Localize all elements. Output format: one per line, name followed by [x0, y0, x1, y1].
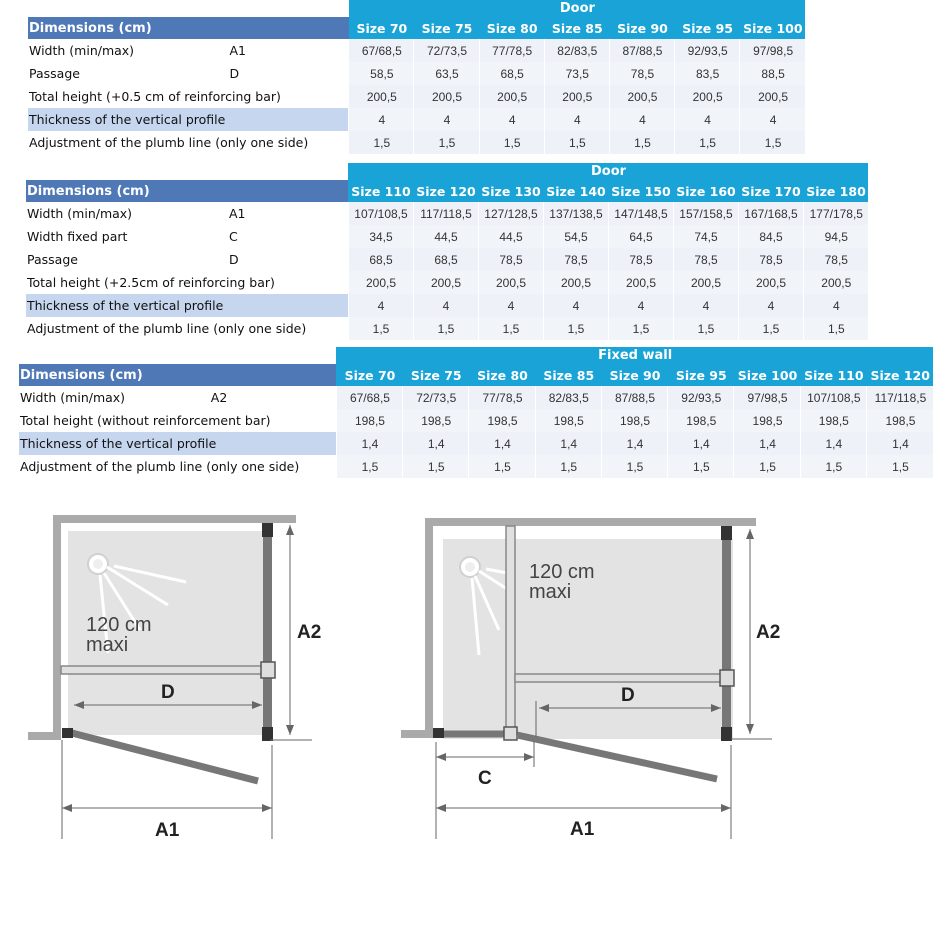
cell-value: 77/78,5 — [469, 386, 535, 409]
cell-value: 1,5 — [675, 131, 740, 154]
cell-value: 147/148,5 — [608, 202, 673, 225]
cell-value: 198,5 — [601, 409, 667, 432]
cell-value: 1,5 — [803, 317, 868, 340]
cell-value: 200,5 — [738, 271, 803, 294]
cell-value: 34,5 — [348, 225, 413, 248]
size-header: Size 85 — [544, 17, 609, 39]
cell-value: 1,5 — [478, 317, 543, 340]
cell-value: 58,5 — [349, 62, 414, 85]
cell-value: 1,4 — [601, 432, 667, 455]
cell-value: 1,5 — [608, 317, 673, 340]
label-c: C — [478, 768, 492, 789]
table-title-row — [26, 163, 868, 180]
size-header: Size 120 — [413, 180, 478, 202]
size-header: Size 180 — [803, 180, 868, 202]
row-code: A1 — [228, 202, 348, 225]
cell-value: 72/73,5 — [403, 386, 469, 409]
cell-value: 177/178,5 — [803, 202, 868, 225]
table-row — [19, 386, 933, 409]
max-label-2: maxi — [86, 634, 129, 656]
row-label: Total height (+0.5 cm of reinforcing bar) — [28, 85, 349, 108]
row-label: Adjustment of the plumb line (only one side) — [26, 317, 348, 340]
cell-value: 1,4 — [800, 432, 866, 455]
cell-value: 4 — [479, 108, 544, 131]
row-label: Width (min/max) — [28, 39, 228, 62]
dimensions-header: Dimensions (cm) — [19, 364, 336, 386]
row-label: Adjustment of the plumb line (only one side) — [19, 455, 336, 478]
cell-value: 67/68,5 — [349, 39, 414, 62]
cell-value: 200,5 — [543, 271, 608, 294]
size-header: Size 110 — [348, 180, 413, 202]
label-a2: A2 — [756, 622, 781, 643]
cell-value: 198,5 — [535, 409, 601, 432]
cell-value: 198,5 — [800, 409, 866, 432]
table-row — [28, 108, 805, 131]
cell-value: 97/98,5 — [740, 39, 805, 62]
cell-value: 92/93,5 — [675, 39, 740, 62]
cell-value: 78,5 — [608, 248, 673, 271]
cell-value: 68,5 — [413, 248, 478, 271]
door-table-large-body — [26, 163, 868, 340]
cell-value: 78,5 — [803, 248, 868, 271]
table-row — [28, 62, 805, 85]
row-label: Width fixed part — [26, 225, 228, 248]
size-header: Size 170 — [738, 180, 803, 202]
cell-value: 1,5 — [348, 317, 413, 340]
table-title: Door — [349, 0, 805, 17]
cell-value: 1,4 — [866, 432, 933, 455]
row-label: Thickness of the vertical profile — [19, 432, 336, 455]
cell-value: 82/83,5 — [535, 386, 601, 409]
cell-value: 4 — [348, 294, 413, 317]
cell-value: 127/128,5 — [478, 202, 543, 225]
row-label: Passage — [26, 248, 228, 271]
cell-value: 78,5 — [543, 248, 608, 271]
cell-value: 200,5 — [803, 271, 868, 294]
cell-value: 4 — [478, 294, 543, 317]
cell-value: 107/108,5 — [348, 202, 413, 225]
table-row — [26, 248, 868, 271]
cell-value: 200,5 — [675, 85, 740, 108]
cell-value: 1,4 — [336, 432, 402, 455]
label-d: D — [161, 682, 175, 703]
size-header: Size 160 — [673, 180, 738, 202]
right-door-diagram — [395, 505, 815, 845]
door-panel — [517, 735, 717, 779]
size-header: Size 80 — [479, 17, 544, 39]
cell-value: 92/93,5 — [668, 386, 734, 409]
cell-value: 54,5 — [543, 225, 608, 248]
row-label: Passage — [28, 62, 228, 85]
size-header: Size 70 — [349, 17, 414, 39]
cell-value: 1,5 — [349, 131, 414, 154]
table-header-row — [19, 364, 933, 386]
size-header: Size 95 — [675, 17, 740, 39]
row-label: Width (min/max) — [19, 386, 210, 409]
size-header: Size 90 — [609, 17, 674, 39]
fixed-wall-table-body — [19, 347, 933, 478]
cell-value: 78,5 — [673, 248, 738, 271]
cell-value: 4 — [740, 108, 805, 131]
cell-value: 167/168,5 — [738, 202, 803, 225]
max-label-1: 120 cm — [529, 561, 595, 583]
cell-value: 1,5 — [668, 455, 734, 478]
cell-value: 4 — [609, 108, 674, 131]
table-row — [26, 317, 868, 340]
fixed-part-profile — [506, 526, 515, 736]
table-row — [19, 432, 933, 455]
size-header: Size 100 — [734, 364, 800, 386]
size-header: Size 70 — [336, 364, 402, 386]
row-code: D — [228, 248, 348, 271]
cell-value: 4 — [543, 294, 608, 317]
cell-value: 4 — [413, 294, 478, 317]
cell-value: 1,5 — [738, 317, 803, 340]
cell-value: 87/88,5 — [609, 39, 674, 62]
cell-value: 1,5 — [543, 317, 608, 340]
cell-value: 1,4 — [535, 432, 601, 455]
cell-value: 1,5 — [479, 131, 544, 154]
cell-value: 137/138,5 — [543, 202, 608, 225]
label-a2: A2 — [297, 622, 322, 643]
cell-value: 4 — [675, 108, 740, 131]
label-d: D — [621, 685, 635, 706]
title-spacer — [28, 0, 349, 17]
table-row — [28, 131, 805, 154]
cell-value: 198,5 — [336, 409, 402, 432]
door-table-small-body — [28, 0, 805, 154]
cell-value: 1,5 — [469, 455, 535, 478]
table-title-row — [28, 0, 805, 17]
table-title: Door — [348, 163, 868, 180]
cell-value: 44,5 — [478, 225, 543, 248]
cell-value: 198,5 — [668, 409, 734, 432]
cell-value: 4 — [349, 108, 414, 131]
dimensions-header: Dimensions (cm) — [28, 17, 349, 39]
cell-value: 68,5 — [479, 62, 544, 85]
cell-value: 84,5 — [738, 225, 803, 248]
cell-value: 72/73,5 — [414, 39, 479, 62]
table-title: Fixed wall — [336, 347, 933, 364]
cell-value: 200,5 — [413, 271, 478, 294]
cell-value: 1,5 — [403, 455, 469, 478]
table-row — [28, 39, 805, 62]
cell-value: 200,5 — [544, 85, 609, 108]
cell-value: 1,5 — [413, 317, 478, 340]
cell-value: 74,5 — [673, 225, 738, 248]
table-row — [26, 271, 868, 294]
cell-value: 1,5 — [336, 455, 402, 478]
vertical-profile — [263, 523, 272, 737]
cell-value: 77/78,5 — [479, 39, 544, 62]
cell-value: 73,5 — [544, 62, 609, 85]
cell-value: 4 — [673, 294, 738, 317]
size-header: Size 110 — [800, 364, 866, 386]
cell-value: 1,5 — [544, 131, 609, 154]
cell-value: 4 — [608, 294, 673, 317]
cell-value: 200,5 — [478, 271, 543, 294]
cell-value: 200,5 — [414, 85, 479, 108]
table-row — [26, 202, 868, 225]
bar-clamp — [720, 670, 734, 686]
table-title-row — [19, 347, 933, 364]
cell-value: 107/108,5 — [800, 386, 866, 409]
row-code: D — [228, 62, 348, 85]
size-header: Size 140 — [543, 180, 608, 202]
fixed-wall-table — [19, 347, 933, 478]
cell-value: 198,5 — [866, 409, 933, 432]
cell-value: 200,5 — [608, 271, 673, 294]
cell-value: 1,5 — [673, 317, 738, 340]
vertical-profile — [722, 526, 731, 738]
cell-value: 87/88,5 — [601, 386, 667, 409]
cell-value: 78,5 — [478, 248, 543, 271]
cell-value: 200,5 — [673, 271, 738, 294]
row-label: Width (min/max) — [26, 202, 228, 225]
cell-value: 1,4 — [403, 432, 469, 455]
cell-value: 78,5 — [738, 248, 803, 271]
cell-value: 1,5 — [601, 455, 667, 478]
cell-value: 4 — [414, 108, 479, 131]
max-label-2: maxi — [529, 581, 572, 603]
cell-value: 83,5 — [675, 62, 740, 85]
cell-value: 1,5 — [800, 455, 866, 478]
row-code: C — [228, 225, 348, 248]
cell-value: 67/68,5 — [336, 386, 402, 409]
table-row — [26, 225, 868, 248]
size-header: Size 100 — [740, 17, 805, 39]
size-header: Size 80 — [469, 364, 535, 386]
row-label: Thickness of the vertical profile — [26, 294, 348, 317]
row-label: Total height (without reinforcement bar) — [19, 409, 336, 432]
bar-clamp — [261, 662, 275, 678]
cell-value: 97/98,5 — [734, 386, 800, 409]
cell-value: 200,5 — [479, 85, 544, 108]
table-row — [19, 455, 933, 478]
cell-value: 44,5 — [413, 225, 478, 248]
cell-value: 200,5 — [740, 85, 805, 108]
cell-value: 198,5 — [403, 409, 469, 432]
cell-value: 1,5 — [609, 131, 674, 154]
cell-value: 4 — [544, 108, 609, 131]
cell-value: 1,4 — [668, 432, 734, 455]
cell-value: 88,5 — [740, 62, 805, 85]
title-spacer — [19, 347, 336, 364]
cell-value: 200,5 — [348, 271, 413, 294]
cell-value: 68,5 — [348, 248, 413, 271]
cell-value: 1,4 — [469, 432, 535, 455]
table-header-row — [28, 17, 805, 39]
cell-value: 1,4 — [734, 432, 800, 455]
cell-value: 4 — [738, 294, 803, 317]
cell-value: 1,5 — [866, 455, 933, 478]
max-label-1: 120 cm — [86, 614, 152, 636]
cell-value: 198,5 — [469, 409, 535, 432]
cell-value: 1,5 — [535, 455, 601, 478]
table-header-row — [26, 180, 868, 202]
table-row — [28, 85, 805, 108]
table-row — [26, 294, 868, 317]
cell-value: 4 — [803, 294, 868, 317]
cell-value: 117/118,5 — [413, 202, 478, 225]
row-label: Adjustment of the plumb line (only one side) — [28, 131, 349, 154]
row-code: A2 — [210, 386, 337, 409]
size-header: Size 150 — [608, 180, 673, 202]
cell-value: 157/158,5 — [673, 202, 738, 225]
cell-value: 200,5 — [349, 85, 414, 108]
cell-value: 63,5 — [414, 62, 479, 85]
table-row — [19, 409, 933, 432]
row-label: Total height (+2.5cm of reinforcing bar) — [26, 271, 348, 294]
cell-value: 1,5 — [734, 455, 800, 478]
cell-value: 198,5 — [734, 409, 800, 432]
dimensions-header: Dimensions (cm) — [26, 180, 348, 202]
size-header: Size 75 — [403, 364, 469, 386]
title-spacer — [26, 163, 348, 180]
cell-value: 94,5 — [803, 225, 868, 248]
cell-value: 1,5 — [414, 131, 479, 154]
row-label: Thickness of the vertical profile — [28, 108, 349, 131]
size-header: Size 85 — [535, 364, 601, 386]
door-table-large — [26, 163, 868, 340]
size-header: Size 90 — [601, 364, 667, 386]
cell-value: 200,5 — [609, 85, 674, 108]
cell-value: 82/83,5 — [544, 39, 609, 62]
size-header: Size 95 — [668, 364, 734, 386]
reinforcing-bar — [515, 674, 722, 682]
cell-value: 78,5 — [609, 62, 674, 85]
reinforcing-bar — [61, 666, 263, 674]
size-header: Size 130 — [478, 180, 543, 202]
cell-value: 64,5 — [608, 225, 673, 248]
door-table-small — [28, 0, 805, 154]
size-header: Size 75 — [414, 17, 479, 39]
label-a1: A1 — [155, 820, 180, 841]
size-header: Size 120 — [866, 364, 933, 386]
door-panel — [68, 732, 258, 781]
cell-value: 1,5 — [740, 131, 805, 154]
label-a1: A1 — [570, 819, 595, 840]
row-code: A1 — [228, 39, 348, 62]
cell-value: 117/118,5 — [866, 386, 933, 409]
